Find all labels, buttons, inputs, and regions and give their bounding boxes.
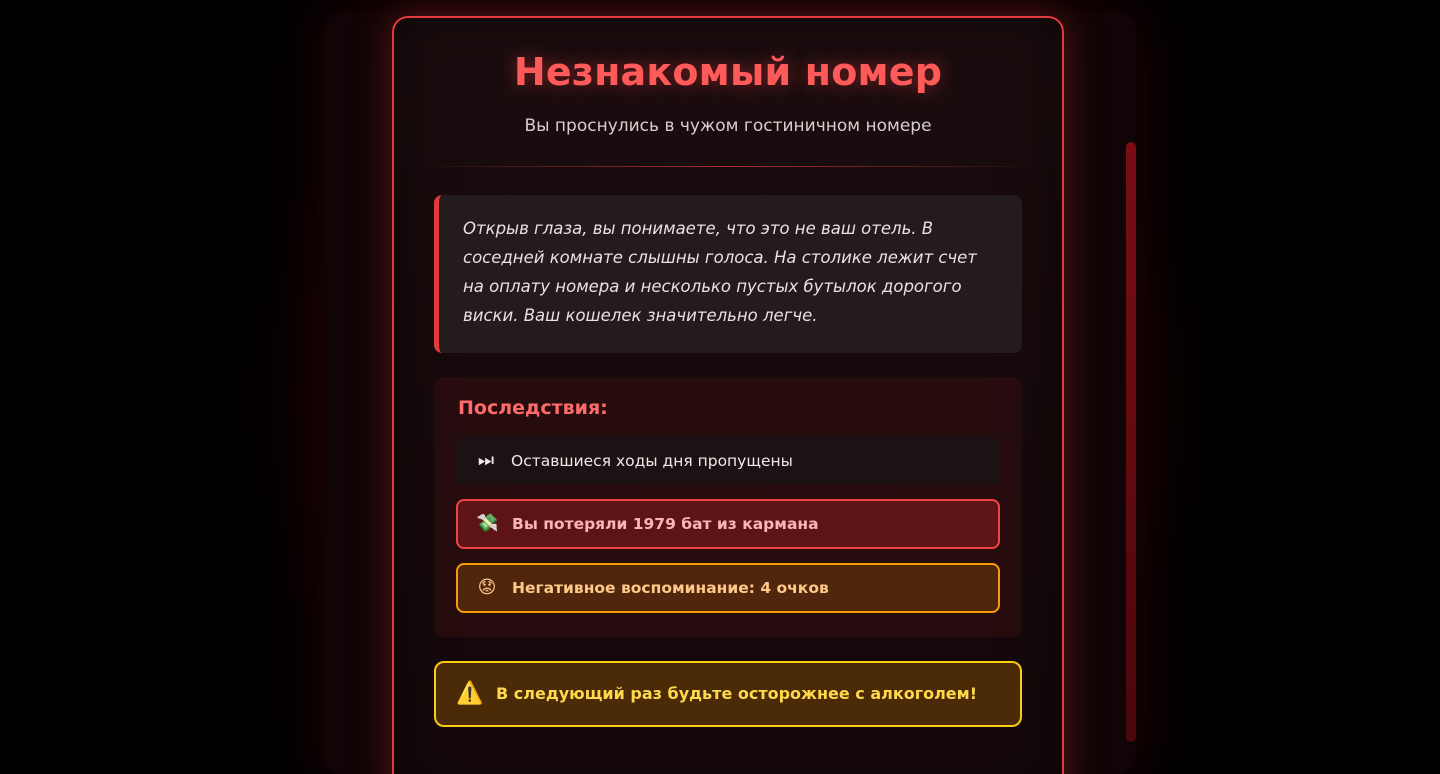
page-title: Незнакомый номер — [513, 50, 943, 94]
story-text: Открыв глаза, вы понимаете, что это не ваш отель. В соседней комнате слышны голоса. На столике лежит счет на оплату номера и несколько пустых бутылок дорогого виски. Ваш кошелек значительно легче. — [434, 195, 1022, 353]
warning-triangle-icon: ⚠️ — [456, 680, 484, 706]
fast-forward-icon: ⏭ — [477, 449, 495, 471]
consequence-label: Оставшиеся ходы дня пропущены — [511, 451, 793, 470]
consequence-item-skipped-turns — [456, 437, 1000, 485]
consequences-panel — [434, 377, 1022, 637]
tip-banner — [434, 661, 1022, 727]
consequence-item-negative-memory — [456, 563, 1000, 613]
consequence-label: Негативное воспоминание: 4 очков — [512, 578, 829, 597]
money-with-wings-icon: 💸 — [476, 512, 499, 534]
consequence-item-money-lost — [456, 499, 1000, 549]
tip-label: В следующий раз будьте осторожнее с алкоголем! — [496, 684, 978, 703]
consequences-heading: Последствия: — [458, 396, 608, 419]
event-modal — [392, 16, 1064, 774]
consequence-label: Вы потеряли 1979 бат из кармана — [512, 514, 819, 533]
modal-subtitle: Вы проснулись в чужом гостиничном номере — [524, 116, 932, 136]
divider — [434, 166, 1022, 167]
worried-face-icon: 😟 — [477, 576, 497, 598]
